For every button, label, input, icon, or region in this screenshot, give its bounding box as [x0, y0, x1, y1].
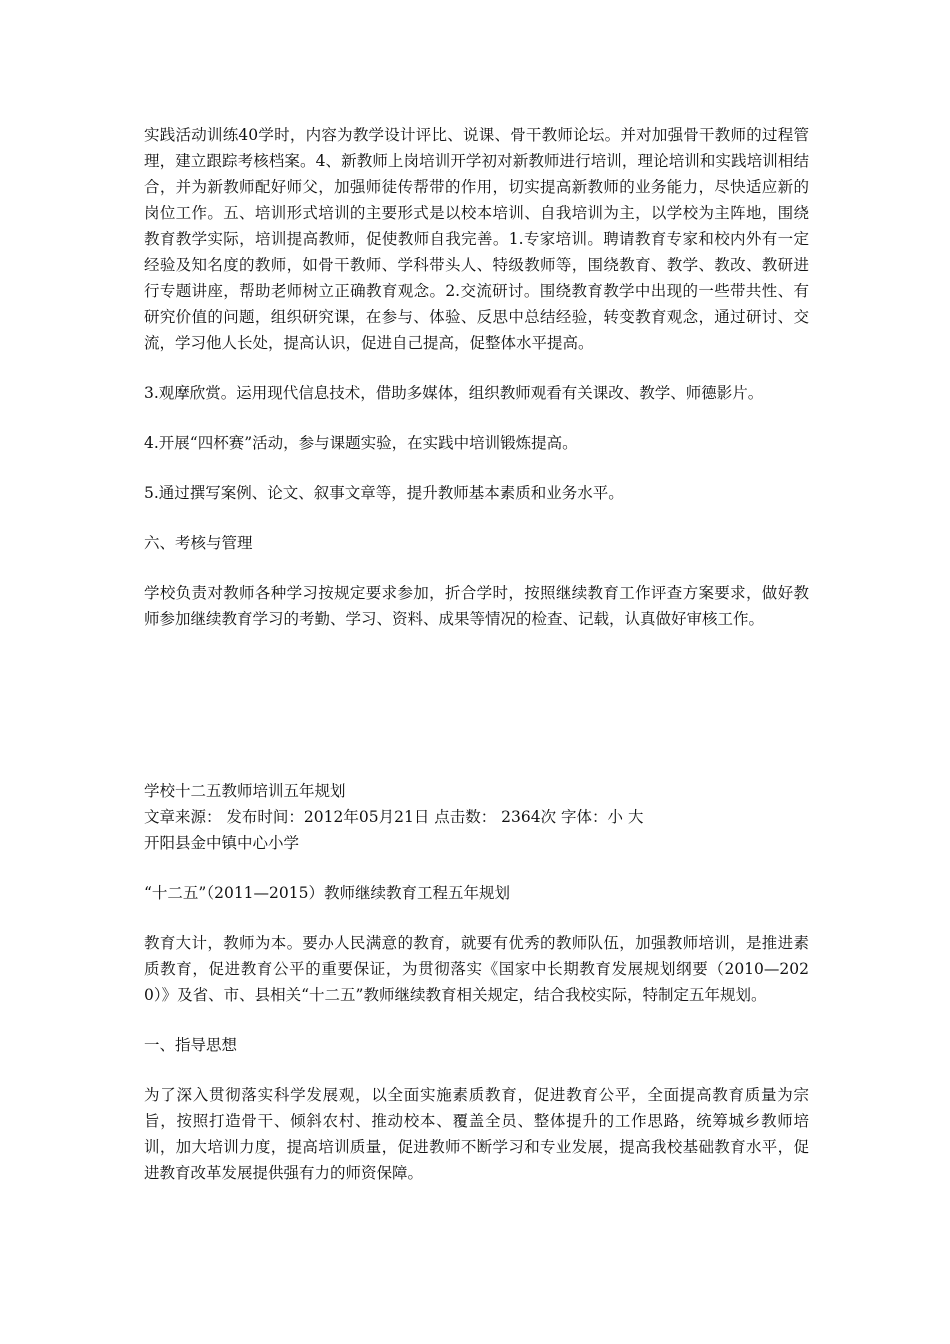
article-title: 学校十二五教师培训五年规划 [144, 782, 346, 800]
paragraph-four-cups: 4.开展“四杯赛”活动，参与课题实验，在实践中培训锻炼提高。 [144, 434, 578, 452]
paragraph-observation: 3.观摩欣赏。运用现代信息技术，借助多媒体，组织教师观看有关课改、教学、师德影片。 [144, 384, 764, 402]
heading-guiding-thought: 一、指导思想 [144, 1036, 238, 1054]
document-page [144, 122, 809, 1186]
paragraph-training-content: 实践活动训练40学时，内容为教学设计评比、说课、骨干教师论坛。并对加强骨干教师的过程管理，建立跟踪考核档案。4、新教师上岗培训开学初对新教师进行培训，理论培训和实践培训相结合，并为新教师配好师父，加强师徒传帮带的作用，切实提高新教师的业务能力，尽快适应新的岗位工作。五、培训形式培训的主要形式是以校本培训、自我培训为主，以学校为主阵地，围绕教育教学实际，培训提高教师，促使教师自我完善。1.专家培训。聘请教育专家和校内外有一定经验及知名度的教师，如骨干教师、学科带头人、特级教师等，围绕教育、教学、教改、教研进行专题讲座，帮助老师树立正确教育观念。2.交流研讨。围绕教育教学中出现的一些带共性、有研究价值的问题，组织研究课，在参与、体验、反思中总结经验，转变教育观念，通过研讨、交流，学习他人长处，提高认识，促进自己提高，促整体水平提高。 [144, 126, 809, 352]
heading-assessment: 六、考核与管理 [144, 534, 253, 552]
paragraph-introduction: 教育大计，教师为本。要办人民满意的教育，就要有优秀的教师队伍，加强教师培训，是推进素质教育，促进教育公平的重要保证，为贯彻落实《国家中长期教育发展规划纲要（2010—2020）》及省、市、县相关“十二五”教师继续教育相关规定，结合我校实际，特制定五年规划。 [144, 934, 809, 1004]
article-meta: 文章来源： 发布时间：2012年05月21日 点击数： 2364次 字体：小 大 [144, 808, 644, 826]
paragraph-assessment: 学校负责对教师各种学习按规定要求参加，折合学时，按照继续教育工作评查方案要求，做好教师参加继续教育学习的考勤、学习、资料、成果等情况的检查、记载，认真做好审核工作。 [144, 584, 809, 628]
paragraph-writing: 5.通过撰写案例、论文、叙事文章等，提升教师基本素质和业务水平。 [144, 484, 624, 502]
paragraph-guiding-thought: 为了深入贯彻落实科学发展观，以全面实施素质教育，促进教育公平，全面提高教育质量为宗旨，按照打造骨干、倾斜农村、推动校本、覆盖全员、整体提升的工作思路，统筹城乡教师培训，加大培训力度，提高培训质量，促进教师不断学习和专业发展，提高我校基础教育水平，促进教育改革发展提供强有力的师资保障。 [144, 1086, 809, 1182]
school-name: 开阳县金中镇中心小学 [144, 834, 300, 852]
plan-title: “十二五”（2011—2015）教师继续教育工程五年规划 [144, 884, 510, 902]
